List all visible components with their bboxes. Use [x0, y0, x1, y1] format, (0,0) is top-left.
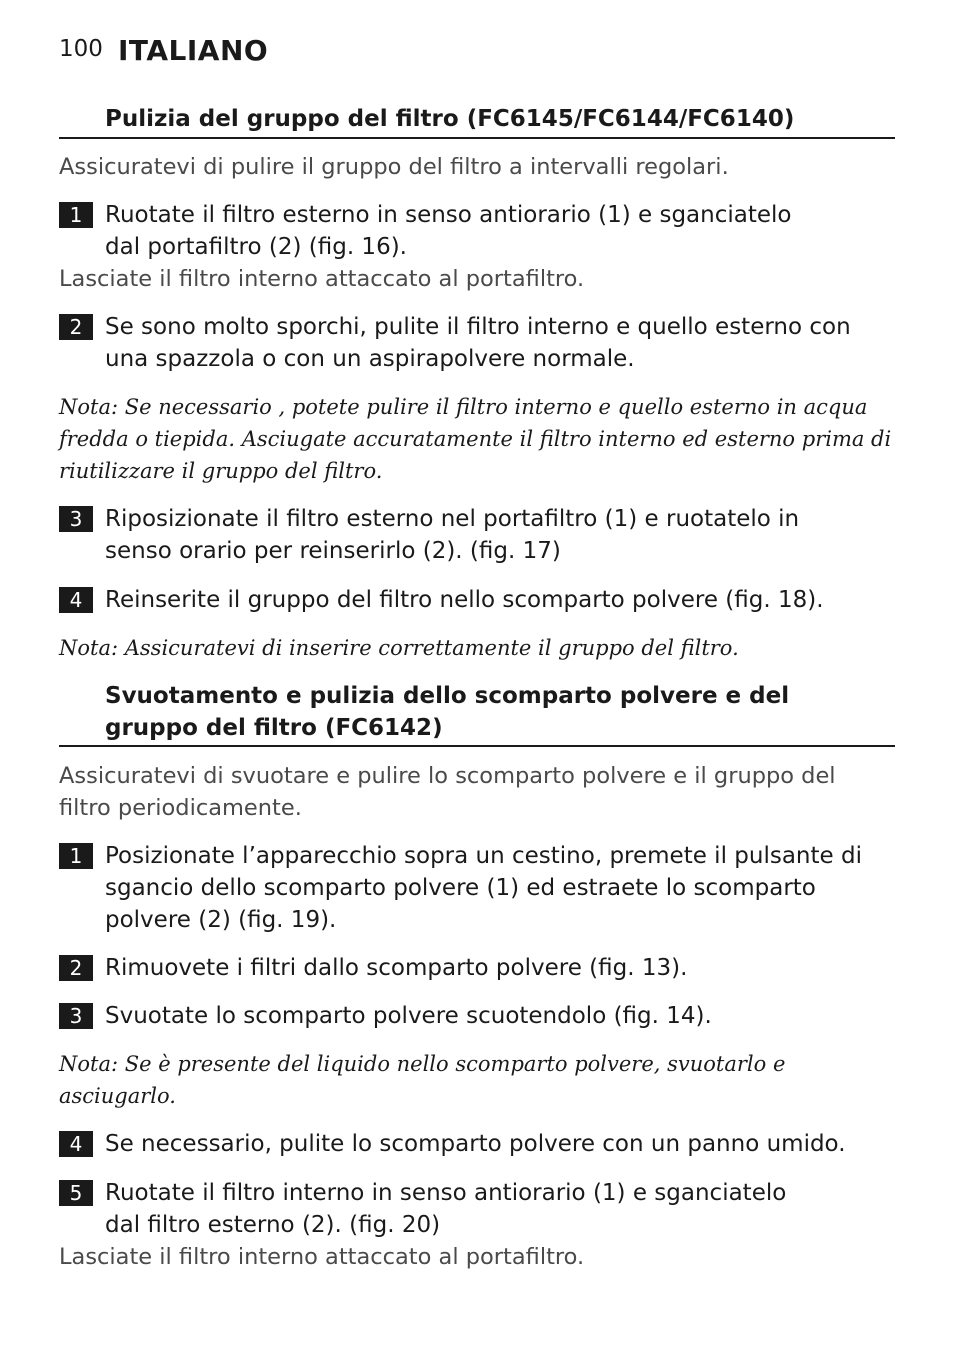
section-intro: Assicuratevi di svuotare e pulire lo scomparto polvere e il gruppo del: [59, 763, 836, 789]
step-followup-text: Lasciate il filtro interno attaccato al portafiltro.: [59, 1244, 585, 1270]
heading-rule: [59, 137, 895, 139]
step-text-line: dal portafiltro (2) (fig. 16).: [105, 234, 407, 260]
step-number-badge: 2: [59, 314, 93, 340]
step-text-line: sgancio dello scomparto polvere (1) ed estraete lo scomparto: [105, 875, 816, 901]
step-text-line: Se sono molto sporchi, pulite il filtro interno e quello esterno con: [105, 314, 851, 340]
step-number-badge: 1: [59, 843, 93, 869]
step-number-badge: 4: [59, 1131, 93, 1157]
step-followup-text: Lasciate il filtro interno attaccato al portafiltro.: [59, 266, 585, 292]
step-text-line: polvere (2) (fig. 19).: [105, 907, 337, 933]
step-text-line: senso orario per reinserirlo (2). (fig. 17): [105, 538, 561, 564]
note-line: riutilizzare il gruppo del filtro.: [59, 459, 383, 483]
step-text-line: Ruotate il filtro interno in senso antiorario (1) e sganciatelo: [105, 1180, 787, 1206]
step-text-line: Reinserite il gruppo del filtro nello scomparto polvere (fig. 18).: [105, 587, 824, 613]
step-text-line: Riposizionate il filtro esterno nel portafiltro (1) e ruotatelo in: [105, 506, 800, 532]
step-number-badge: 1: [59, 202, 93, 228]
step-text-line: Posizionate l’apparecchio sopra un cestino, premete il pulsante di: [105, 843, 862, 869]
step-number-badge: 3: [59, 506, 93, 532]
step-text-line: dal filtro esterno (2). (fig. 20): [105, 1212, 441, 1238]
step-text-line: Rimuovete i filtri dallo scomparto polvere (fig. 13).: [105, 955, 688, 981]
page-number: 100: [59, 36, 103, 62]
section-heading-filter-cleaning: Pulizia del gruppo del filtro (FC6145/FC6144/FC6140): [105, 106, 795, 132]
note-line: asciugarlo.: [59, 1084, 176, 1108]
note-line: Nota: Se necessario , potete pulire il filtro interno e quello esterno in acqua: [59, 395, 868, 419]
heading-rule: [59, 745, 895, 747]
note-line: Nota: Se è presente del liquido nello scomparto polvere, svuotarlo e: [59, 1052, 786, 1076]
section-intro: filtro periodicamente.: [59, 795, 302, 821]
note-line: fredda o tiepida. Asciugate accuratamente il filtro interno ed esterno prima di: [59, 427, 892, 451]
note-line: Nota: Assicuratevi di inserire correttamente il gruppo del filtro.: [59, 636, 739, 660]
step-number-badge: 4: [59, 587, 93, 613]
step-text-line: una spazzola o con un aspirapolvere normale.: [105, 346, 635, 372]
step-number-badge: 3: [59, 1003, 93, 1029]
step-text-line: Svuotate lo scomparto polvere scuotendolo (fig. 14).: [105, 1003, 712, 1029]
language-title: ITALIANO: [118, 34, 269, 67]
step-number-badge: 2: [59, 955, 93, 981]
step-number-badge: 5: [59, 1180, 93, 1206]
section-intro: Assicuratevi di pulire il gruppo del filtro a intervalli regolari.: [59, 154, 729, 180]
section-heading-dust-compartment: Svuotamento e pulizia dello scomparto polvere e del: [105, 683, 790, 709]
step-text-line: Ruotate il filtro esterno in senso antiorario (1) e sganciatelo: [105, 202, 792, 228]
section-heading-dust-compartment-line2: gruppo del filtro (FC6142): [105, 715, 443, 741]
step-text-line: Se necessario, pulite lo scomparto polvere con un panno umido.: [105, 1131, 846, 1157]
